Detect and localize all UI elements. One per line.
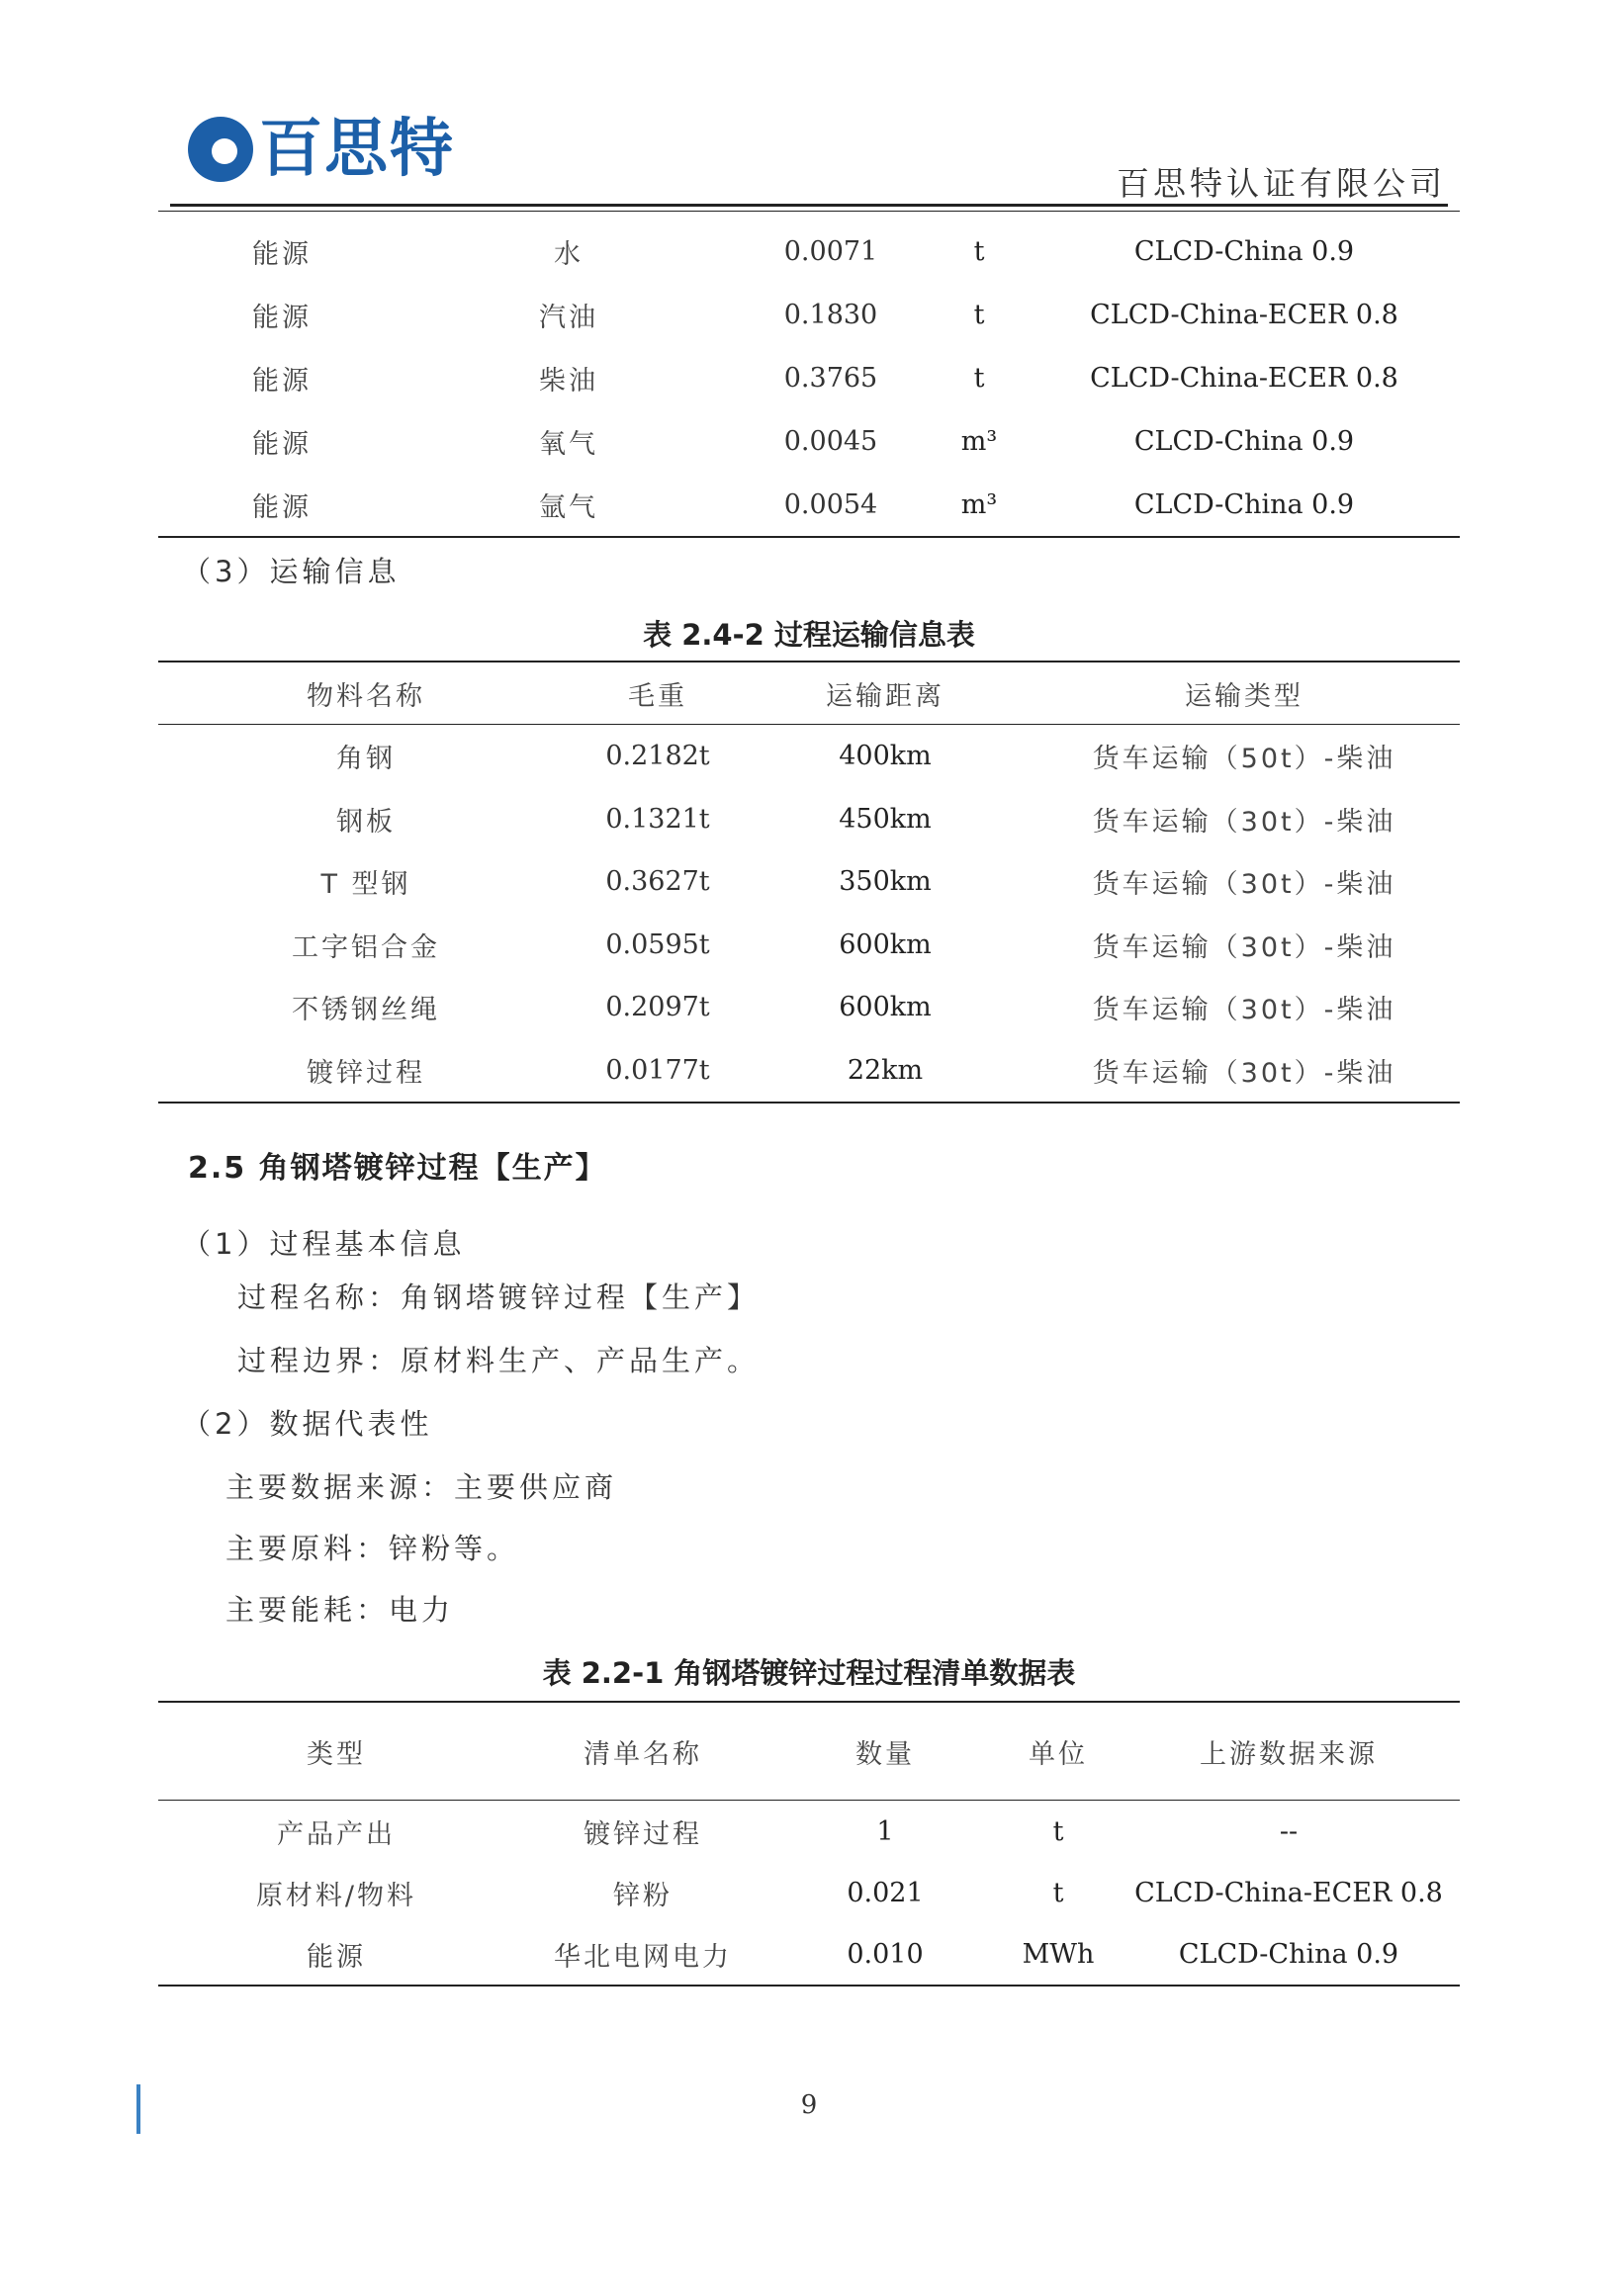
main-energy: 主要能耗：电力 — [225, 1593, 455, 1627]
logo-text: 百思特 — [259, 113, 455, 186]
cell-qty: 1 — [876, 1815, 894, 1847]
cell-material: T 型钢 — [320, 869, 411, 901]
table-row — [158, 1862, 1460, 1923]
transport-table — [158, 661, 1460, 1104]
table-row — [158, 850, 1460, 914]
cell-mode: 货车运输（30t）-柴油 — [1092, 995, 1396, 1026]
cell-source: CLCD-China 0.9 — [1133, 425, 1355, 457]
cell-qty: 0.1830 — [783, 299, 878, 330]
col-header-material: 物料名称 — [307, 680, 425, 712]
table-row — [158, 1801, 1460, 1863]
logo-icon — [188, 117, 253, 182]
table-row — [158, 976, 1460, 1039]
table-row — [158, 725, 1460, 788]
cell-unit: t — [973, 299, 985, 330]
header-rule — [170, 204, 1448, 207]
cell-source: CLCD-China 0.9 — [1133, 488, 1355, 520]
col-header-unit: 单位 — [1029, 1738, 1088, 1770]
inventory-table-caption: 表 2.2-1 角钢塔镀锌过程过程清单数据表 — [542, 1656, 1076, 1690]
main-data-source: 主要数据来源：主要供应商 — [225, 1470, 618, 1504]
cell-unit: t — [973, 235, 985, 267]
col-header-name: 清单名称 — [584, 1738, 702, 1770]
col-header-type: 类型 — [307, 1738, 366, 1770]
cell-unit: MWh — [1022, 1938, 1095, 1970]
cell-type: 能源 — [252, 428, 312, 460]
cell-mode: 货车运输（30t）-柴油 — [1092, 806, 1396, 838]
cell-distance: 600km — [839, 992, 932, 1023]
company-logo — [188, 113, 455, 186]
cell-distance: 22km — [847, 1054, 924, 1086]
cell-name: 氩气 — [539, 491, 598, 523]
col-header-qty: 数量 — [855, 1738, 915, 1770]
cell-type: 产品产出 — [277, 1818, 396, 1850]
cell-weight: 0.2097t — [605, 992, 710, 1023]
cell-unit: m³ — [960, 488, 998, 520]
transport-heading: （3）运输信息 — [182, 555, 401, 588]
cell-weight: 0.3627t — [605, 866, 710, 898]
cell-name: 水 — [554, 238, 584, 270]
cell-source: CLCD-China-ECER 0.8 — [1090, 299, 1398, 330]
table-row — [158, 914, 1460, 977]
table-header-row — [158, 662, 1460, 725]
section-title: 2.5 角钢塔镀锌过程【生产】 — [188, 1151, 607, 1186]
cell-type: 能源 — [252, 302, 312, 333]
table-header-row — [158, 1702, 1460, 1801]
cell-qty: 0.010 — [847, 1938, 924, 1970]
cell-distance: 350km — [839, 866, 932, 898]
cell-qty: 0.0071 — [783, 235, 878, 267]
inventory-table — [158, 1701, 1460, 1987]
cell-type: 能源 — [307, 1941, 366, 1973]
cell-qty: 0.0054 — [783, 488, 878, 520]
company-name: 百思特认证有限公司 — [1117, 164, 1446, 203]
cell-type: 能源 — [252, 491, 312, 523]
main-raw-material: 主要原料：锌粉等。 — [225, 1532, 520, 1565]
cell-distance: 600km — [839, 928, 932, 960]
cell-material: 工字铝合金 — [292, 931, 440, 963]
cell-source: CLCD-China 0.9 — [1133, 235, 1355, 267]
energy-table — [158, 220, 1460, 538]
cell-unit: t — [1052, 1815, 1064, 1847]
col-header-mode: 运输类型 — [1185, 680, 1303, 712]
col-header-weight: 毛重 — [628, 680, 687, 712]
cell-weight: 0.1321t — [605, 803, 710, 835]
table-row — [158, 283, 1460, 346]
cell-material: 不锈钢丝绳 — [292, 995, 440, 1026]
cell-unit: t — [973, 362, 985, 394]
cell-unit: t — [1052, 1877, 1064, 1908]
cell-mode: 货车运输（50t）-柴油 — [1092, 744, 1396, 775]
cell-name: 镀锌过程 — [584, 1818, 702, 1850]
basic-info-heading: （1）过程基本信息 — [182, 1227, 466, 1261]
cell-name: 汽油 — [539, 302, 598, 333]
cell-unit: m³ — [960, 425, 998, 457]
cell-mode: 货车运输（30t）-柴油 — [1092, 869, 1396, 901]
cell-source: CLCD-China-ECER 0.8 — [1090, 362, 1398, 394]
cell-weight: 0.0177t — [605, 1054, 710, 1086]
cell-distance: 400km — [839, 741, 932, 772]
cell-source: CLCD-China 0.9 — [1178, 1938, 1399, 1970]
table-row — [158, 1039, 1460, 1104]
cell-type: 原材料/物料 — [255, 1880, 417, 1911]
cell-name: 华北电网电力 — [554, 1941, 732, 1973]
data-rep-heading: （2）数据代表性 — [182, 1407, 433, 1441]
cell-name: 柴油 — [539, 365, 598, 397]
table-row — [158, 346, 1460, 409]
table-row — [158, 1923, 1460, 1986]
cell-type: 能源 — [252, 238, 312, 270]
cell-name: 氧气 — [539, 428, 598, 460]
table-row — [158, 473, 1460, 537]
cell-qty: 0.0045 — [783, 425, 878, 457]
cell-qty: 0.021 — [847, 1877, 924, 1908]
cell-distance: 450km — [839, 803, 932, 835]
table-row — [158, 788, 1460, 851]
cell-material: 钢板 — [336, 806, 396, 838]
page-number: 9 — [800, 2090, 818, 2120]
transport-table-caption: 表 2.4-2 过程运输信息表 — [643, 618, 975, 652]
cell-material: 镀锌过程 — [307, 1057, 425, 1089]
process-boundary: 过程边界：原材料生产、产品生产。 — [237, 1344, 761, 1377]
table-row — [158, 220, 1460, 283]
cell-type: 能源 — [252, 365, 312, 397]
process-name: 过程名称：角钢塔镀锌过程【生产】 — [237, 1280, 761, 1314]
header-rule-thin — [158, 211, 1460, 212]
col-header-source: 上游数据来源 — [1200, 1738, 1378, 1770]
cell-material: 角钢 — [336, 744, 396, 775]
table-row — [158, 409, 1460, 473]
cell-weight: 0.0595t — [605, 928, 710, 960]
cell-source: CLCD-China-ECER 0.8 — [1134, 1877, 1443, 1908]
col-header-distance: 运输距离 — [826, 680, 944, 712]
cell-mode: 货车运输（30t）-柴油 — [1092, 931, 1396, 963]
cell-mode: 货车运输（30t）-柴油 — [1092, 1057, 1396, 1089]
cell-source: -- — [1279, 1815, 1299, 1847]
cell-weight: 0.2182t — [605, 741, 710, 772]
cell-qty: 0.3765 — [783, 362, 878, 394]
cell-name: 锌粉 — [613, 1880, 673, 1911]
